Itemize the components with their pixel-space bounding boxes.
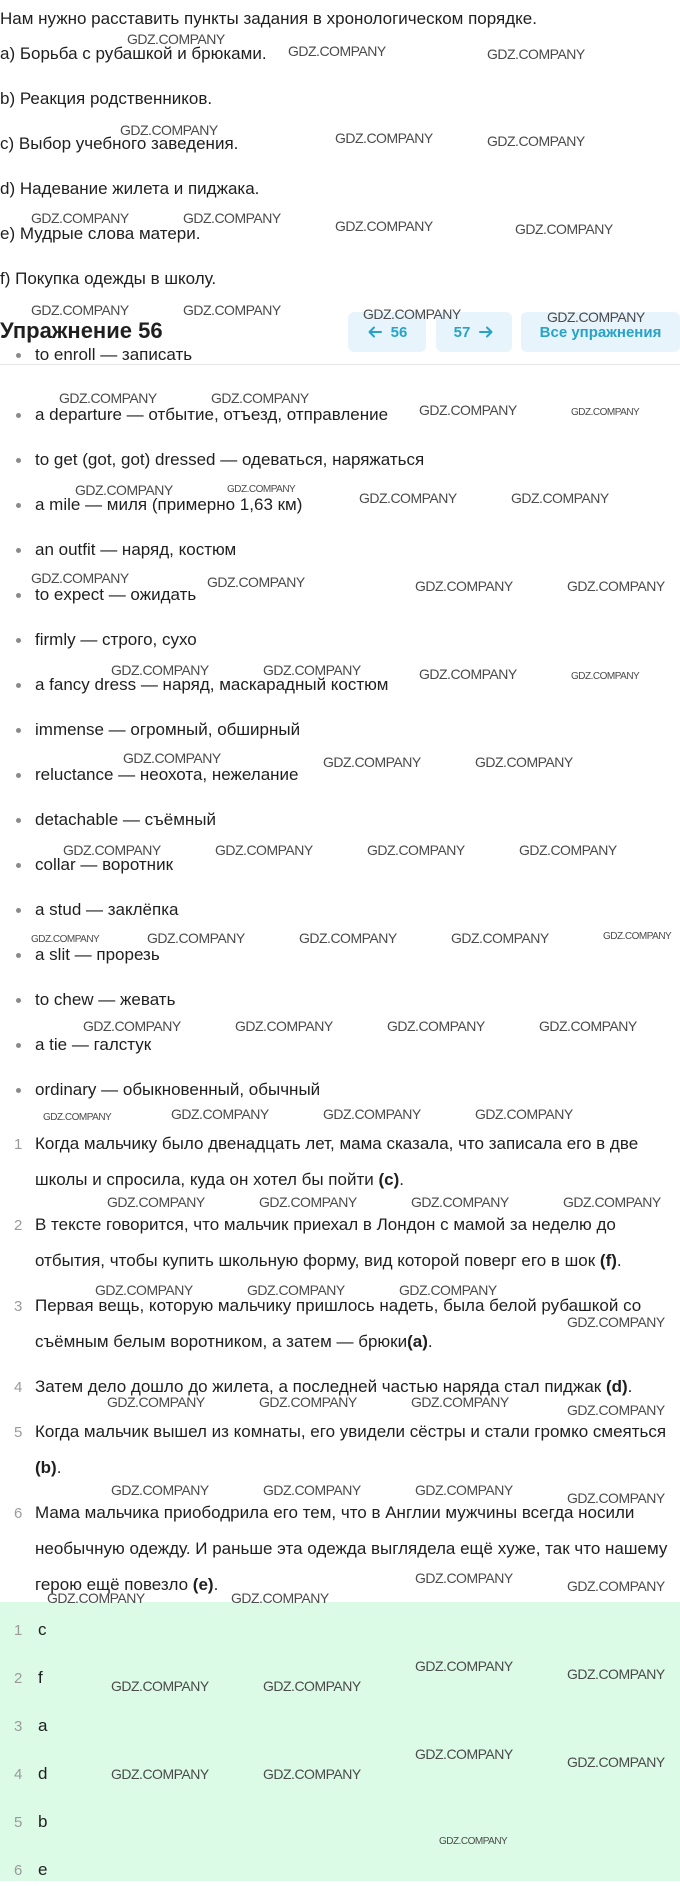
task-item-e: e) Мудрые слова матери. bbox=[0, 224, 201, 243]
bullet-icon bbox=[16, 458, 21, 463]
watermark: GDZ.COMPANY bbox=[567, 1666, 665, 1682]
vocab-text: to expect — ожидать bbox=[35, 585, 197, 604]
bullet-icon bbox=[16, 998, 21, 1003]
bullet-icon bbox=[16, 503, 21, 508]
watermark: GDZ.COMPANY bbox=[31, 210, 129, 226]
watermark: GDZ.COMPANY bbox=[171, 1106, 269, 1122]
answer-letter: a bbox=[38, 1716, 48, 1735]
reasoning-sentence: Когда мальчик вышел из комнаты, его увидели сёстры и стали громко смеяться bbox=[35, 1422, 667, 1441]
bullet-icon bbox=[16, 818, 21, 823]
watermark: GDZ.COMPANY bbox=[43, 1112, 112, 1123]
vocab-text: detachable — съёмный bbox=[35, 810, 216, 829]
watermark: GDZ.COMPANY bbox=[263, 1482, 361, 1498]
watermark: GDZ.COMPANY bbox=[231, 1590, 329, 1606]
answer-letter: b bbox=[38, 1812, 48, 1831]
bullet-icon bbox=[16, 353, 21, 358]
watermark: GDZ.COMPANY bbox=[519, 842, 617, 858]
vocab-text: to get (got, got) dressed — одеваться, наряжаться bbox=[35, 450, 425, 469]
watermark: GDZ.COMPANY bbox=[127, 31, 225, 47]
vocabulary-list bbox=[0, 345, 680, 1102]
answer-number: 2 bbox=[14, 1670, 23, 1687]
watermark: GDZ.COMPANY bbox=[263, 1766, 361, 1782]
arrow-left-icon bbox=[367, 324, 383, 340]
watermark: GDZ.COMPANY bbox=[411, 1194, 509, 1210]
watermark: GDZ.COMPANY bbox=[335, 130, 433, 146]
answer-row bbox=[0, 1712, 680, 1742]
watermark: GDZ.COMPANY bbox=[227, 484, 296, 495]
watermark: GDZ.COMPANY bbox=[475, 1106, 573, 1122]
vocab-text: reluctance — неохота, нежелание bbox=[35, 765, 299, 784]
all-exercises-label: Все упражнения bbox=[539, 323, 662, 341]
task-item-f: f) Покупка одежды в школу. bbox=[0, 269, 217, 288]
watermark: GDZ.COMPANY bbox=[95, 1282, 193, 1298]
reasoning-number: 6 bbox=[14, 1505, 23, 1522]
reasoning-number: 2 bbox=[14, 1217, 23, 1234]
bullet-icon bbox=[16, 863, 21, 868]
watermark: GDZ.COMPANY bbox=[439, 1836, 508, 1847]
watermark: GDZ.COMPANY bbox=[183, 210, 281, 226]
reasoning-number: 4 bbox=[14, 1379, 23, 1396]
vocab-text: a mile — миля (примерно 1,63 км) bbox=[35, 495, 303, 514]
watermark: GDZ.COMPANY bbox=[215, 842, 313, 858]
reasoning-end: . bbox=[399, 1170, 404, 1189]
bullet-icon bbox=[16, 953, 21, 958]
list-item bbox=[0, 985, 680, 1015]
watermark: GDZ.COMPANY bbox=[571, 671, 640, 682]
watermark: GDZ.COMPANY bbox=[323, 754, 421, 770]
vocab-text: collar — воротник bbox=[35, 855, 174, 874]
vocab-text: a stud — заклёпка bbox=[35, 900, 179, 919]
reasoning-answer: (f) bbox=[599, 1251, 617, 1270]
reasoning-end: . bbox=[627, 1377, 633, 1396]
reasoning-end: . bbox=[616, 1251, 622, 1270]
exercise-title: Упражнение 56 bbox=[0, 318, 163, 343]
list-item bbox=[0, 895, 680, 925]
watermark: GDZ.COMPANY bbox=[323, 1106, 421, 1122]
watermark: GDZ.COMPANY bbox=[107, 1194, 205, 1210]
watermark: GDZ.COMPANY bbox=[367, 842, 465, 858]
reasoning-answer: (e) bbox=[192, 1575, 214, 1594]
watermark: GDZ.COMPANY bbox=[47, 1590, 145, 1606]
bullet-icon bbox=[16, 413, 21, 418]
watermark: GDZ.COMPANY bbox=[247, 1282, 345, 1298]
vocab-text: immense — огромный, обширный bbox=[35, 720, 301, 739]
watermark: GDZ.COMPANY bbox=[235, 1018, 333, 1034]
vocab-text: to chew — жевать bbox=[35, 990, 176, 1009]
vocab-text: a departure — отбытие, отъезд, отправление bbox=[35, 405, 389, 424]
bullet-icon bbox=[16, 773, 21, 778]
reasoning-answer: (b) bbox=[35, 1458, 57, 1477]
watermark: GDZ.COMPANY bbox=[511, 490, 609, 506]
next-exercise-label: 57 bbox=[453, 323, 471, 341]
list-item bbox=[0, 625, 680, 655]
watermark: GDZ.COMPANY bbox=[567, 578, 665, 594]
answer-box bbox=[0, 1602, 680, 1881]
watermark: GDZ.COMPANY bbox=[387, 1018, 485, 1034]
list-item bbox=[0, 1075, 680, 1105]
watermark: GDZ.COMPANY bbox=[415, 1746, 513, 1762]
watermark: GDZ.COMPANY bbox=[547, 309, 645, 325]
watermark: GDZ.COMPANY bbox=[567, 1578, 665, 1594]
list-item bbox=[0, 340, 680, 370]
watermark: GDZ.COMPANY bbox=[111, 1766, 209, 1782]
watermark: GDZ.COMPANY bbox=[207, 574, 305, 590]
watermark: GDZ.COMPANY bbox=[415, 1658, 513, 1674]
bullet-icon bbox=[16, 548, 21, 553]
reasoning-sentence: Затем дело дошло до жилета, а последней частью наряда стал пиджак bbox=[35, 1377, 602, 1396]
list-item bbox=[0, 715, 680, 745]
vocab-text: a tie — галстук bbox=[35, 1035, 152, 1054]
bullet-icon bbox=[16, 1043, 21, 1048]
watermark: GDZ.COMPANY bbox=[411, 1394, 509, 1410]
watermark: GDZ.COMPANY bbox=[419, 402, 517, 418]
vocab-text: an outfit — наряд, костюм bbox=[35, 540, 237, 559]
watermark: GDZ.COMPANY bbox=[147, 930, 245, 946]
watermark: GDZ.COMPANY bbox=[415, 1570, 513, 1586]
bullet-icon bbox=[16, 1088, 21, 1093]
watermark: GDZ.COMPANY bbox=[451, 930, 549, 946]
list-item bbox=[0, 445, 680, 475]
watermark: GDZ.COMPANY bbox=[259, 1194, 357, 1210]
watermark: GDZ.COMPANY bbox=[399, 1282, 497, 1298]
answer-letter: d bbox=[38, 1764, 48, 1783]
watermark: GDZ.COMPANY bbox=[567, 1314, 665, 1330]
bullet-icon bbox=[16, 908, 21, 913]
watermark: GDZ.COMPANY bbox=[123, 750, 221, 766]
task-item-d: d) Надевание жилета и пиджака. bbox=[0, 179, 260, 198]
watermark: GDZ.COMPANY bbox=[111, 662, 209, 678]
watermark: GDZ.COMPANY bbox=[415, 1482, 513, 1498]
answer-row bbox=[0, 1856, 680, 1886]
task-intro: Нам нужно расставить пункты задания в хронологическом порядке. bbox=[0, 9, 537, 28]
reasoning-end: . bbox=[427, 1332, 433, 1351]
answer-letter: f bbox=[38, 1668, 43, 1687]
watermark: GDZ.COMPANY bbox=[571, 407, 640, 418]
watermark: GDZ.COMPANY bbox=[31, 302, 129, 318]
answer-row bbox=[0, 1808, 680, 1838]
reasoning-text bbox=[35, 1207, 680, 1279]
watermark: GDZ.COMPANY bbox=[263, 1678, 361, 1694]
watermark: GDZ.COMPANY bbox=[75, 482, 173, 498]
answer-number: 3 bbox=[14, 1718, 23, 1735]
watermark: GDZ.COMPANY bbox=[183, 302, 281, 318]
watermark: GDZ.COMPANY bbox=[299, 930, 397, 946]
watermark: GDZ.COMPANY bbox=[59, 390, 157, 406]
reasoning-answer: (d) bbox=[605, 1377, 628, 1396]
vocab-text: a fancy dress — наряд, маскарадный костюм bbox=[35, 675, 389, 694]
watermark: GDZ.COMPANY bbox=[120, 122, 218, 138]
reasoning-number: 1 bbox=[14, 1136, 23, 1153]
vocab-text: to enroll — записать bbox=[35, 345, 193, 364]
reasoning-sentence: В тексте говорится, что мальчик приехал в Лондон с мамой за неделю до отбытия, чтобы купить школьную форму, вид которой поверг его в шок bbox=[35, 1215, 616, 1270]
watermark: GDZ.COMPANY bbox=[487, 46, 585, 62]
reasoning-sentence: Мама мальчика приободрила его тем, что в Англии мужчины всегда носили необычную одежду. И раньше эта одежда выглядела ещё хуже, так что нашему герою ещё повезло bbox=[35, 1503, 668, 1594]
task-item-b: b) Реакция родственников. bbox=[0, 89, 213, 108]
watermark: GDZ.COMPANY bbox=[111, 1482, 209, 1498]
watermark: GDZ.COMPANY bbox=[288, 43, 386, 59]
arrow-right-icon bbox=[478, 324, 494, 340]
watermark: GDZ.COMPANY bbox=[31, 934, 100, 945]
watermark: GDZ.COMPANY bbox=[603, 931, 672, 942]
list-item bbox=[0, 1030, 680, 1060]
reasoning-sentence: Когда мальчику было двенадцать лет, мама сказала, что записала его в две школы и спросила, куда он хотел бы пойти bbox=[35, 1134, 639, 1189]
watermark: GDZ.COMPANY bbox=[107, 1394, 205, 1410]
bullet-icon bbox=[16, 683, 21, 688]
answer-number: 1 bbox=[14, 1622, 23, 1639]
prev-exercise-label: 56 bbox=[390, 323, 408, 341]
reasoning-answer: (c) bbox=[378, 1170, 400, 1189]
answer-number: 4 bbox=[14, 1766, 23, 1783]
task-item-c: c) Выбор учебного заведения. bbox=[0, 134, 239, 153]
watermark: GDZ.COMPANY bbox=[567, 1402, 665, 1418]
answer-row bbox=[0, 1616, 680, 1646]
reasoning-end: . bbox=[213, 1575, 219, 1594]
reasoning-text bbox=[35, 1126, 680, 1198]
watermark: GDZ.COMPANY bbox=[335, 218, 433, 234]
reasoning-number: 3 bbox=[14, 1298, 23, 1315]
watermark: GDZ.COMPANY bbox=[515, 221, 613, 237]
task-item-a: a) Борьба с рубашкой и брюками. bbox=[0, 44, 267, 63]
watermark: GDZ.COMPANY bbox=[31, 570, 129, 586]
watermark: GDZ.COMPANY bbox=[415, 578, 513, 594]
answer-letter: e bbox=[38, 1860, 48, 1879]
bullet-icon bbox=[16, 593, 21, 598]
watermark: GDZ.COMPANY bbox=[363, 306, 461, 322]
watermark: GDZ.COMPANY bbox=[259, 1394, 357, 1410]
answer-letter: c bbox=[38, 1620, 47, 1639]
reasoning-answer: (a) bbox=[407, 1332, 428, 1351]
bullet-icon bbox=[16, 638, 21, 643]
watermark: GDZ.COMPANY bbox=[111, 1678, 209, 1694]
watermark: GDZ.COMPANY bbox=[563, 1194, 661, 1210]
answer-number: 5 bbox=[14, 1814, 23, 1831]
list-item bbox=[0, 535, 680, 565]
watermark: GDZ.COMPANY bbox=[83, 1018, 181, 1034]
watermark: GDZ.COMPANY bbox=[539, 1018, 637, 1034]
reasoning-end: . bbox=[56, 1458, 62, 1477]
watermark: GDZ.COMPANY bbox=[487, 133, 585, 149]
vocab-text: ordinary — обыкновенный, обычный bbox=[35, 1080, 321, 1099]
watermark: GDZ.COMPANY bbox=[419, 666, 517, 682]
reasoning-sentence: Первая вещь, которую мальчику пришлось надеть, была белой рубашкой со съёмным белым воротником, а затем — брюки bbox=[35, 1296, 642, 1351]
watermark: GDZ.COMPANY bbox=[211, 390, 309, 406]
watermark: GDZ.COMPANY bbox=[63, 842, 161, 858]
watermark: GDZ.COMPANY bbox=[263, 662, 361, 678]
bullet-icon bbox=[16, 728, 21, 733]
list-item bbox=[0, 805, 680, 835]
reasoning-number: 5 bbox=[14, 1424, 23, 1441]
vocab-text: firmly — строго, сухо bbox=[35, 630, 197, 649]
watermark: GDZ.COMPANY bbox=[475, 754, 573, 770]
watermark: GDZ.COMPANY bbox=[359, 490, 457, 506]
reasoning-text bbox=[35, 1414, 680, 1486]
watermark: GDZ.COMPANY bbox=[567, 1490, 665, 1506]
vocab-text: a slit — прорезь bbox=[35, 945, 160, 964]
watermark: GDZ.COMPANY bbox=[567, 1754, 665, 1770]
answer-number: 6 bbox=[14, 1862, 23, 1879]
